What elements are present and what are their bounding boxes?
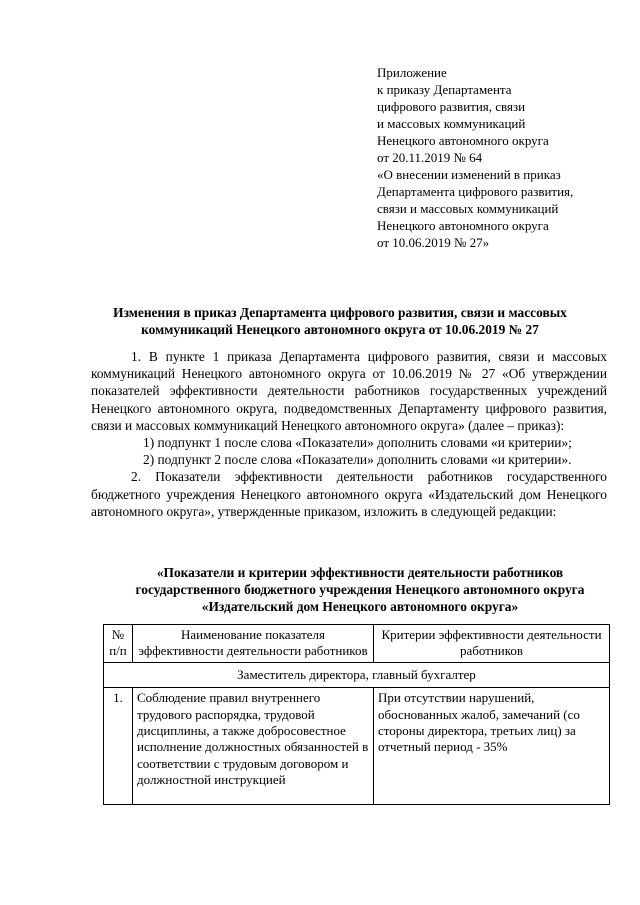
paragraph-subitem-1: 1) подпункт 1 после слова «Показатели» дополнить словами «и критерии»; — [143, 435, 572, 451]
table-title-line: государственного бюджетного учреждения Ненецкого автономного округа — [135, 582, 585, 597]
row-number: 1. — [104, 688, 133, 805]
appendix-line: цифрового развития, связи — [377, 99, 526, 114]
appendix-line: к приказу Департамента — [377, 82, 512, 97]
header-criteria: Критерии эффективности деятельности работников — [374, 625, 610, 663]
appendix-line: «О внесении изменений в приказ — [377, 167, 561, 182]
appendix-line: и массовых коммуникаций — [377, 116, 526, 131]
header-indicator-name: Наименование показателя эффективности деятельности работников — [133, 625, 374, 663]
criteria-table — [103, 624, 610, 805]
appendix-line: Ненецкого автономного округа — [377, 218, 549, 233]
row-indicator-name: Соблюдение правил внутреннего трудового распорядка, трудовой дисциплины, а также добросовестное исполнение должностных обязанностей в соответствии с трудовым договором и должностной инструкцией — [133, 688, 374, 805]
table-header-row — [104, 625, 610, 663]
appendix-line: Приложение — [377, 65, 447, 80]
paragraph-subitem-2: 2) подпункт 2 после слова «Показатели» дополнить словами «и критерии». — [143, 452, 572, 468]
header-number: № п/п — [104, 625, 133, 663]
appendix-line: связи и массовых коммуникаций — [377, 201, 559, 216]
section-title: Заместитель директора, главный бухгалтер — [104, 662, 610, 687]
table-title — [60, 564, 640, 615]
table-row — [104, 688, 610, 805]
paragraph-2: 2. Показатели эффективности деятельности работников государственного бюджетного учреждения Ненецкого автономного округа «Издательский дом Ненецкого автономного округа», утвержденные приказом, изложить в следующей редакции: — [91, 469, 607, 519]
document-body — [91, 348, 607, 520]
document-title — [60, 304, 620, 338]
table-title-line: «Издательский дом Ненецкого автономного округа» — [201, 599, 519, 614]
appendix-line: Департамента цифрового развития, — [377, 184, 574, 199]
appendix-line: от 10.06.2019 № 27» — [377, 235, 490, 250]
table-section-row — [104, 662, 610, 687]
appendix-line: Ненецкого автономного округа — [377, 133, 549, 148]
paragraph-1: 1. В пункте 1 приказа Департамента цифрового развития, связи и массовых коммуникаций Ненецкого автономного округа от 10.06.2019 № 27 «Об утверждении показателей эффективности деятельности работников государственных учреждений Ненецкого автономного округа, подведомственных Департаменту цифрового развития, связи и массовых коммуникаций Ненецкого автономного округа» (далее – приказ): — [91, 349, 607, 433]
document-title-line: коммуникаций Ненецкого автономного округа от 10.06.2019 № 27 — [141, 322, 539, 337]
row-criteria: При отсутствии нарушений, обоснованных жалоб, замечаний (со стороны директора, третьих лиц) за отчетный период - 35% — [374, 688, 610, 805]
document-title-line: Изменения в приказ Департамента цифрового развития, связи и массовых — [113, 305, 567, 320]
table-title-line: «Показатели и критерии эффективности деятельности работников — [156, 565, 564, 580]
appendix-block — [377, 64, 627, 251]
appendix-line: от 20.11.2019 № 64 — [377, 150, 483, 165]
